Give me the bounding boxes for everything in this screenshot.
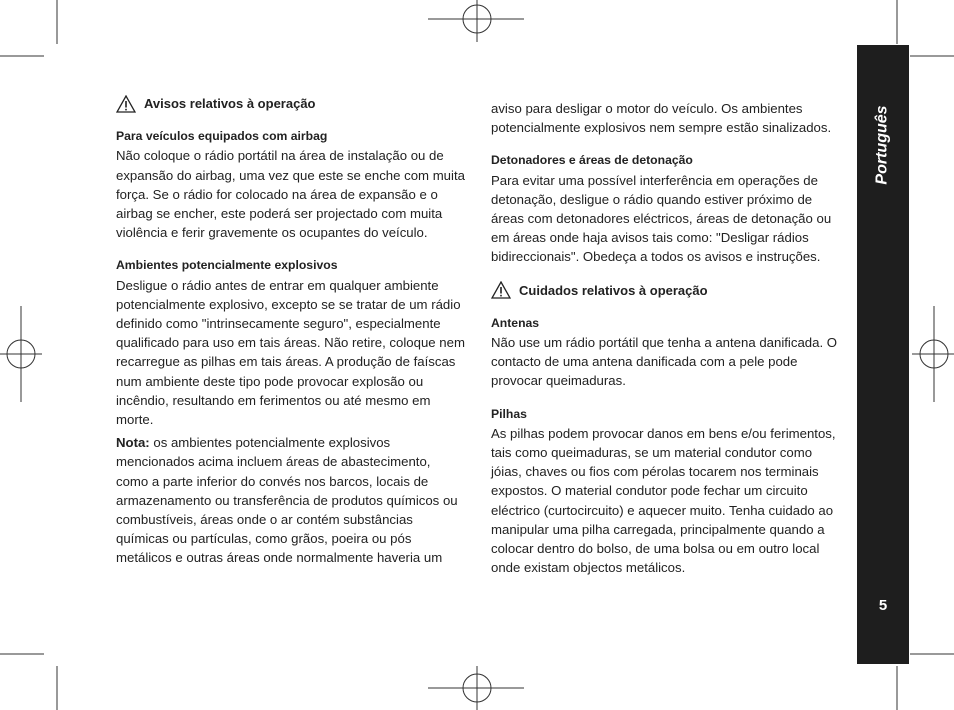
language-tab bbox=[857, 45, 909, 664]
paragraph-detonators: Para evitar uma possível interferência em operações de detonação, desligue o rádio quando estiver próximo de áreas com detonadores eléctricos, áreas de detonação ou em áreas onde haja avisos tais como: "Desligar rádios bidireccionais". Obedeça a todos os avisos e instruções. bbox=[491, 172, 832, 265]
paragraph-antennas: Não use um rádio portátil que tenha a antena danificada. O contacto de uma antena danificada com a pele pode provocar queimaduras. bbox=[491, 335, 838, 389]
section-title: Avisos relativos à operação bbox=[144, 96, 316, 111]
warning-triangle-icon bbox=[116, 95, 136, 113]
note-label: Nota: bbox=[116, 435, 150, 451]
paragraph-continuation: aviso para desligar o motor do veículo. Os ambientes potencialmente explosivos nem sempre estão sinalizados. bbox=[491, 101, 832, 136]
section-heading-care bbox=[491, 281, 843, 300]
subheading-batteries: Pilhas bbox=[491, 406, 527, 421]
paragraph-explosive: Desligue o rádio antes de entrar em qualquer ambiente potencialmente explosivo, excepto se se tratar de um rádio definido como "intrinsecamente seguro", especialmente qualificado para uso em tais áreas. Não retire, coloque nem recarregue as pilhas em tais áreas. A produção de faíscas num ambiente deste tipo pode provocar explosão ou incêndio, resultando em ferimentos ou até mesmo em morte. bbox=[116, 277, 465, 428]
paragraph-note bbox=[116, 433, 466, 567]
right-column bbox=[491, 99, 843, 581]
paragraph-batteries: As pilhas podem provocar danos em bens e/ou ferimentos, tais como queimaduras, se um material condutor como jóias, chaves ou fios com pérolas tocarem nos terminais expostos. O material condutor pode fechar um circuito eléctrico (curtocircuito) e aquecer muito. Tenha cuidado ao manipular uma pilha carregada, principalmente quando a colocar dentro do bolso, de uma bolsa ou em outro local onde existam objectos metálicos. bbox=[491, 425, 836, 576]
paragraph-airbag: Não coloque o rádio portátil na área de instalação ou de expansão do airbag, uma vez que este se enche com muita força. Se o rádio for colocado na área de expansão e o airbag se encher, este poderá ser projectado com muita violência e ferir gravemente os ocupantes do veículo. bbox=[116, 148, 465, 241]
subheading-antennas: Antenas bbox=[491, 315, 540, 330]
language-label: Português bbox=[874, 105, 891, 185]
care-title: Cuidados relativos à operação bbox=[519, 282, 708, 298]
subheading-detonators: Detonadores e áreas de detonação bbox=[491, 153, 693, 168]
subheading-explosive: Ambientes potencialmente explosivos bbox=[116, 258, 338, 273]
subheading-airbag: Para veículos equipados com airbag bbox=[116, 129, 328, 144]
left-column bbox=[116, 94, 466, 572]
note-text: os ambientes potencialmente explosivos mencionados acima incluem áreas de abastecimento, como a parte inferior do convés nos barcos, locais de armazenamento ou transferência de produtos químicos ou combustíveis, áreas onde o ar contém substâncias químicas ou partículas, como grãos, poeira ou pós metálicos e outras áreas onde normalmente haveria um bbox=[116, 435, 458, 566]
section-heading-warnings bbox=[116, 94, 466, 113]
warning-triangle-icon bbox=[491, 281, 511, 299]
language-label-wrap bbox=[857, 85, 909, 205]
page-number: 5 bbox=[878, 597, 888, 614]
